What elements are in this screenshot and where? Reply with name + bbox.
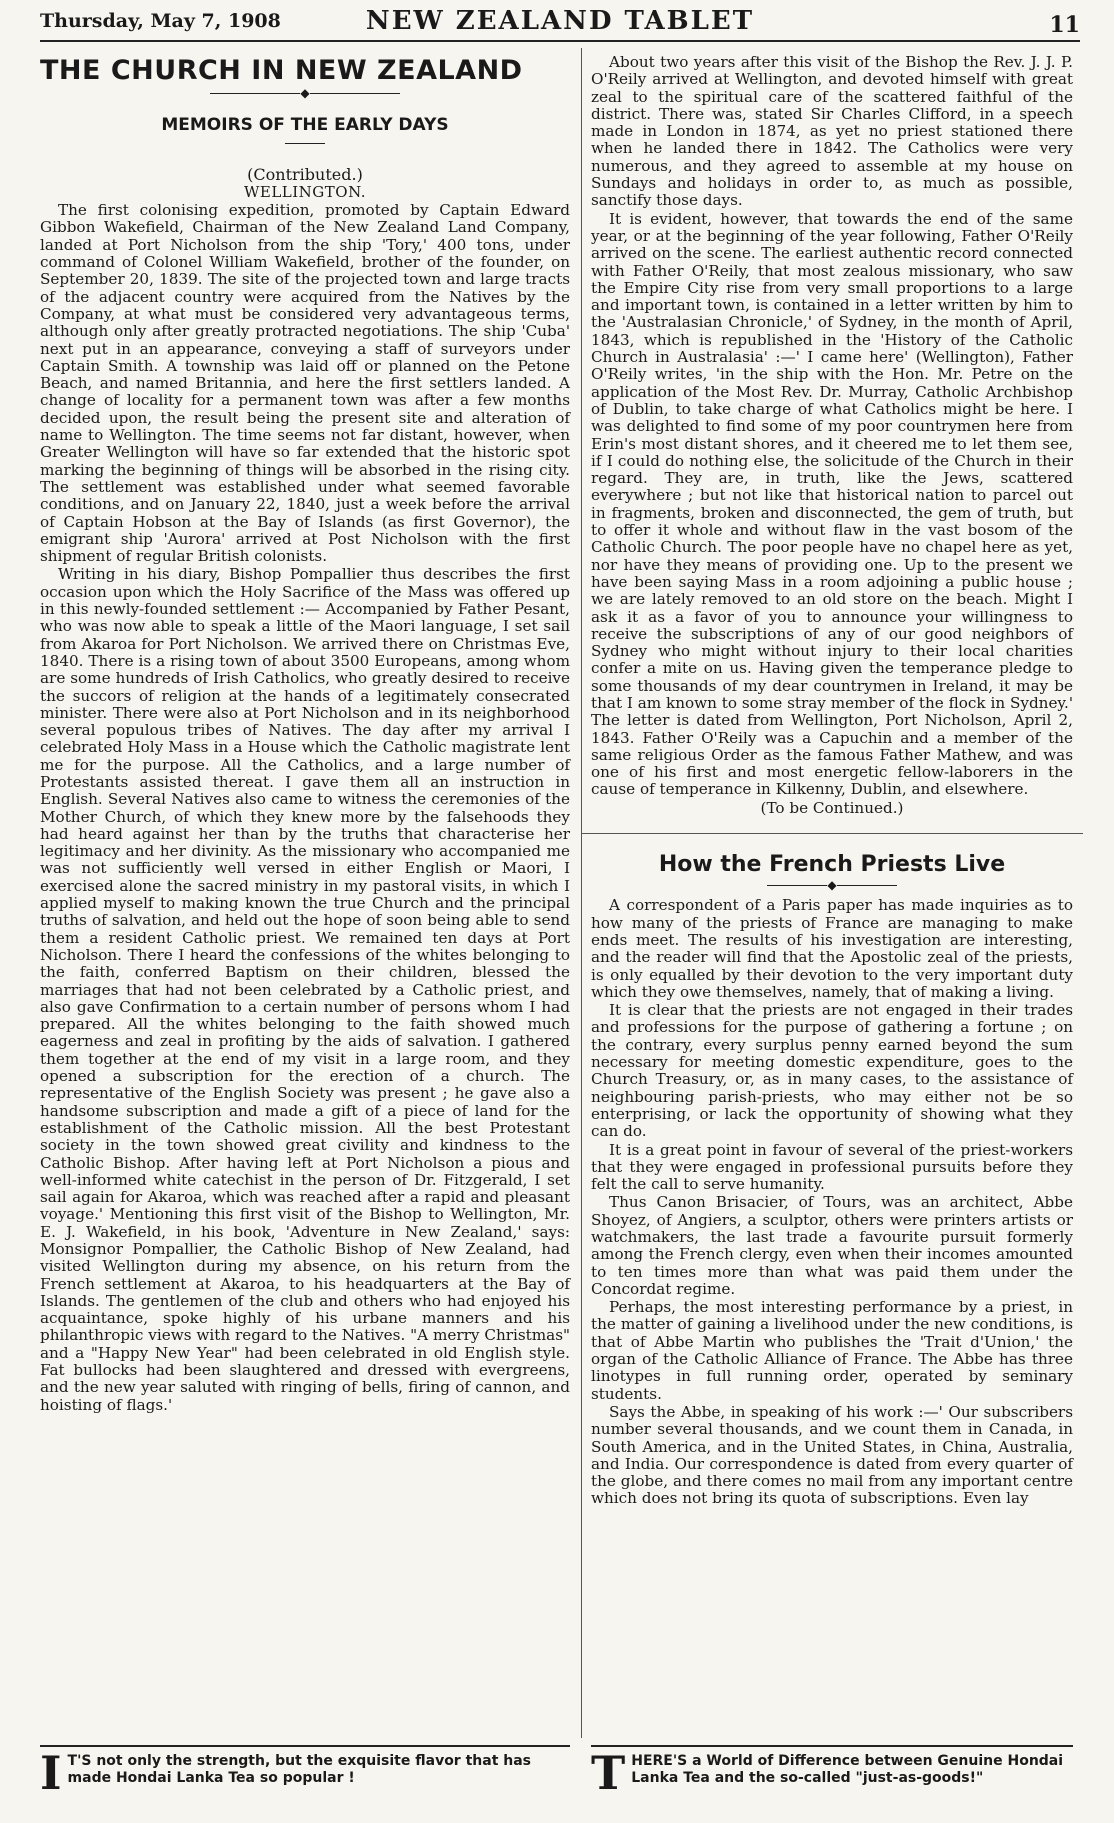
- article-title: THE CHURCH IN NEW ZEALAND: [40, 55, 523, 86]
- subtitle-rule: [285, 143, 325, 144]
- article2-ornament: ◆: [591, 879, 1073, 891]
- article-paragraph: The first colonising expedition, promoted by Captain Edward Gibbon Wakefield, Chairman of the New Zealand Land Company, landed at Port Nicholson from the ship 'Tory,' 400 tons, under command of Colonel William Wakefield, brother of the founder, on September 20, 1839. The site of the projected town and large tracts of the adjacent country were acquired from the Natives by the Company, at what must be considered very advantageous terms, although only after greatly protracted negotiations. The ship 'Cuba' next put in an appearance, conveying a staff of surveyors under Captain Smith. A township was laid off or planned on the Petone Beach, and named Britannia, and here the first settlers landed. A change of locality for a permanent town was after a few months decided upon, the result being the present site and alteration of name to Wellington. The time seems not far distant, however, when Greater Wellington will have so far extended that the historic spot marking the beginning of things will be absorbed in the rising city. The settlement was established under what seemed favorable conditions, and on January 22, 1840, just a week before the arrival of Captain Hobson at the Bay of Islands (as first Governor), the emigrant ship 'Aurora' arrived at Post Nicholson with the first shipment of regular British colonists.: [40, 201, 570, 566]
- title-ornament: ◆: [40, 87, 570, 99]
- newspaper-title: NEW ZEALAND TABLET: [365, 6, 755, 36]
- ad-drop-cap: I: [40, 1746, 62, 1800]
- article2-paragraph: Says the Abbe, in speaking of his work :—' Our subscribers number several thousands, and we count them in Canada, in South America, and in the United States, in China, Australia, and India. Our correspondence is dated from every quarter of the globe, and there comes no mail from any important centre which does not bring its quota of subscriptions. Even lay: [591, 1402, 1073, 1508]
- article2-paragraph: A correspondent of a Paris paper has made inquiries as to how many of the priests of France are managing to make ends meet. The results of his investigation are interesting, and the reader will find that the Apostolic zeal of the priests, is only equalled by their devotion to the very important duty which they owe themselves, namely, that of making a living.: [591, 896, 1073, 1001]
- article2-paragraph: It is a great point in favour of several of the priest-workers that they were engaged in professional pursuits before they felt the call to serve humanity.: [591, 1140, 1073, 1194]
- tea-advertisement-left: [40, 1745, 570, 1809]
- masthead: [40, 6, 1080, 42]
- ad-text: T'S not only the strength, but the exquisite flavor that has made Hondai Lanka Tea so popular !: [67, 1753, 532, 1786]
- article2-title: How the French Priests Live: [658, 852, 1006, 878]
- to-be-continued: (To be Continued.): [760, 798, 904, 817]
- ad-text: HERE'S a World of Difference between Genuine Hondai Lanka Tea and the so-called "just-as-goods!": [631, 1753, 1064, 1786]
- dateline-place: WELLINGTON.: [243, 182, 367, 201]
- article-paragraph: About two years after this visit of the Bishop the Rev. J. J. P. O'Reily arrived at Wellington, and devoted himself with great zeal to the spiritual care of the scattered faithful of the district. There was, stated Sir Charles Clifford, in a speech made in London in 1874, as yet no priest stationed there when he landed there in 1842. The Catholics were very numerous, and they agreed to assemble at my house on Sundays and holidays in order to, as much as possible, sanctify those days.: [591, 53, 1073, 210]
- tea-advertisement-right: [591, 1745, 1073, 1809]
- section-divider: [581, 833, 1083, 834]
- column-divider: [581, 48, 582, 1738]
- ad-drop-cap: T: [591, 1746, 626, 1800]
- page-number: 11: [1049, 12, 1080, 38]
- issue-date: Thursday, May 7, 1908: [40, 10, 281, 32]
- article2-paragraph: Thus Canon Brisacier, of Tours, was an architect, Abbe Shoyez, of Angiers, a sculptor, others were printers artists or watchmakers, the last trade a favourite pursuit formerly among the French clergy, even when their incomes amounted to ten times more than what was paid them under the Concordat regime.: [591, 1193, 1073, 1298]
- left-column: [40, 54, 570, 1414]
- article2-paragraph: Perhaps, the most interesting performance by a priest, in the matter of gaining a livelihood under the new conditions, is that of Abbe Martin who publishes the 'Trait d'Union,' the organ of the Catholic Alliance of France. The Abbe has three linotypes in full running order, operated by seminary students.: [591, 1298, 1073, 1403]
- contributed-note: (Contributed.): [247, 164, 363, 184]
- article-subtitle: MEMOIRS OF THE EARLY DAYS: [161, 115, 449, 136]
- article-paragraph: It is evident, however, that towards the end of the same year, or at the beginning of the year following, Father O'Reily arrived on the scene. The earliest authentic record connected with Father O'Reily, that most zealous missionary, who saw the Empire City rise from very small proportions to a large and important town, is contained in a letter written by him to the 'Australasian Chronicle,' of Sydney, in the month of April, 1843, which is republished in the 'History of the Catholic Church in Australasia' :—' I came here' (Wellington), Father O'Reily writes, 'in the ship with the Hon. Mr. Petre on the application of the Most Rev. Dr. Murray, Catholic Archbishop of Dublin, to take charge of what Catholics might be here. I was delighted to find some of my poor countrymen here from Erin's most distant shores, and it cheered me to let them see, if I could do nothing else, the solicitude of the Church in their regard. They are, in truth, like the Jews, scattered everywhere ; but not like that historical nation to parcel out in fragments, broken and disconnected, the gem of truth, but to offer it whole and without flaw in the vast bosom of the Catholic Church. The poor people have no chapel here as yet, nor have they means of providing one. Up to the present we have been saying Mass in a room adjoining a public house ; we are lately removed to an old store on the beach. Might I ask it as a favor of you to announce your willingness to receive the subscriptions of any of our good neighbors of Sydney who might without injury to their local charities confer a mite on us. Having given the temperance pledge to some thousands of my dear countrymen in Ireland, it may be that I am known to some stray member of the flock in Sydney.' The letter is dated from Wellington, Port Nicholson, April 2, 1843. Father O'Reily was a Capuchin and a member of the same religious Order as the famous Father Mathew, and was one of his first and most energetic fellow-laborers in the cause of temperance in Kilkenny, Dublin, and elsewhere.: [591, 209, 1073, 799]
- right-column: [591, 54, 1073, 1508]
- article2-paragraph: It is clear that the priests are not engaged in their trades and professions for the purpose of gathering a fortune ; on the contrary, every surplus penny earned beyond the sum necessary for meeting domestic expenditure, goes to the Church Treasury, or, as in many cases, to the assistance of neighbouring parish-priests, who may either not be so enterprising, or lack the opportunity of showing what they can do.: [591, 1001, 1073, 1141]
- article-paragraph: Writing in his diary, Bishop Pompallier thus describes the first occasion upon which the Holy Sacrifice of the Mass was offered up in this newly-founded settlement :— Accompanied by Father Pesant, who was now able to speak a little of the Maori language, I set sail from Akaroa for Port Nicholson. We arrived there on Christmas Eve, 1840. There is a rising town of about 3500 Europeans, among whom are some hundreds of Irish Catholics, who greatly desired to receive the succors of religion at the hands of a legitimately consecrated minister. There were also at Port Nicholson and in its neighborhood several populous tribes of Natives. The day after my arrival I celebrated Holy Mass in a House which the Catholic magistrate lent me for the purpose. All the Catholics, and a large number of Protestants assisted thereat. I gave them all an instruction in English. Several Natives also came to witness the ceremonies of the Mother Church, of which they knew more by the falsehoods they had heard against her than by the truths that characterise her legitimacy and her divinity. As the missionary who accompanied me was not sufficiently well versed in either English or Maori, I exercised alone the sacred ministry in my pastoral visits, in which I applied myself to making known the true Church and the principal truths of salvation, and held out the hope of soon being able to send them a resident Catholic priest. We remained ten days at Port Nicholson. There I heard the confessions of the whites belonging to the faith, conferred Baptism on their children, blessed the marriages that had not been celebrated by a Catholic priest, and also gave Confirmation to a certain number of persons whom I had prepared. All the whites belonging to the faith showed much eagerness and zeal in profiting by the aids of salvation. I gathered them together at the end of my visit in a large room, and they opened a subscription for the erection of a church. The representative of the English Society was present ; he gave also a handsome subscription and made a gift of a piece of land for the establishment of the Catholic mission. All the best Protestant society in the town showed great civility and kindness to the Catholic Bishop. After having left at Port Nicholson a pious and well-informed white catechist in the person of Dr. Fitzgerald, I set sail again for Akaroa, which was reached after a rapid and pleasant voyage.' Mentioning this first visit of the Bishop to Wellington, Mr. E. J. Wakefield, in his book, 'Adventure in New Zealand,' says: Monsignor Pompallier, the Catholic Bishop of New Zealand, had visited Wellington during my absence, on his return from the French settlement at Akaroa, to his headquarters at the Bay of Islands. The gentlemen of the club and others who had enjoyed his acquaintance, spoke highly of his urbane manners and his philanthropic views with regard to the Natives. "A merry Christmas" and a "Happy New Year" had been celebrated in old English style. Fat bullocks had been slaughtered and dressed with evergreens, and the new year saluted with ringing of bells, firing of cannon, and hoisting of flags.': [40, 565, 570, 1414]
